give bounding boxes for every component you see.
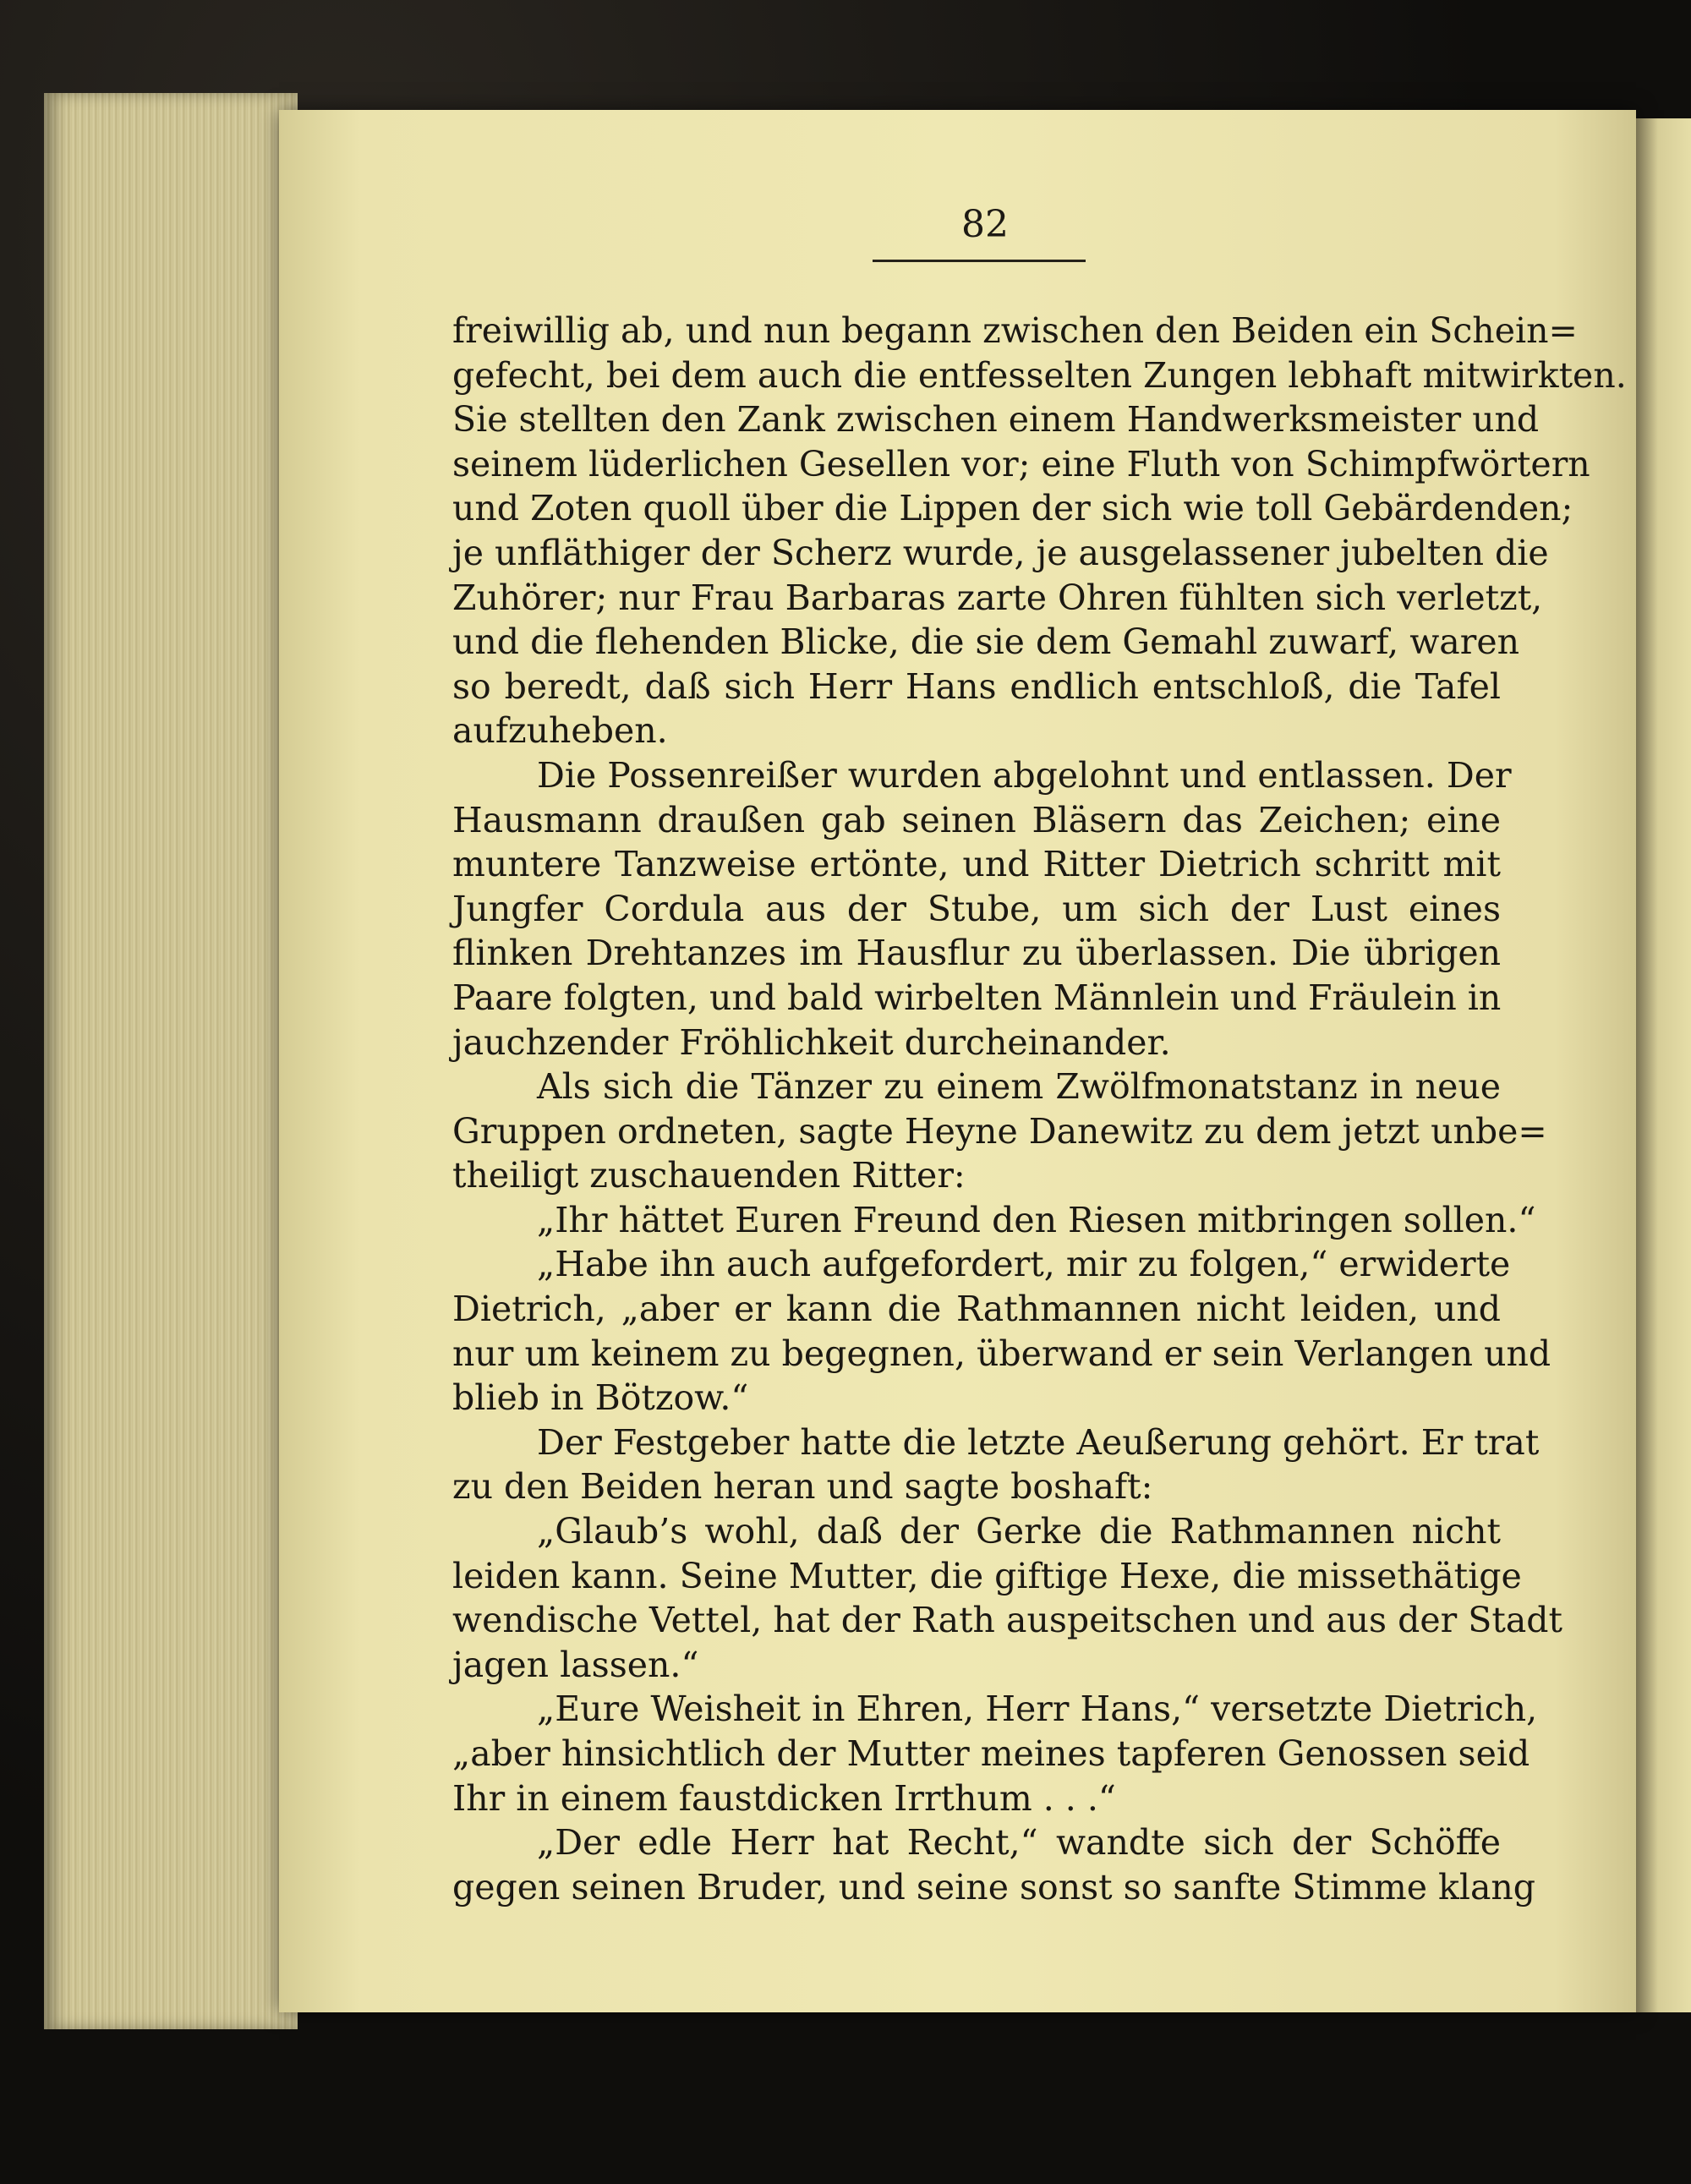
text-line: theiligt zuschauenden Ritter: xyxy=(452,1155,966,1196)
page-number: 82 xyxy=(961,203,1009,246)
text-line: nur um keinem zu begegnen, überwand er sein Verlangen und xyxy=(452,1333,1551,1374)
text-line: Hausmann draußen gab seinen Bläsern das Zeichen; eine xyxy=(452,799,1501,840)
text-line: Die Possenreißer wurden abgelohnt und entlassen. Der xyxy=(537,754,1512,796)
text-line: gegen seinen Bruder, und seine sonst so sanfte Stimme klang xyxy=(452,1866,1536,1908)
text-line: zu den Beiden heran und sagte boshaft: xyxy=(452,1466,1153,1508)
text-line: flinken Drehtanzes im Hausflur zu überlassen. Die übrigen xyxy=(452,933,1501,974)
text-line: Paare folgten, und bald wirbelten Männlein und Fräulein in xyxy=(452,977,1502,1018)
text-line: jauchzender Fröhlichkeit durcheinander. xyxy=(452,1021,1171,1063)
facing-page-edge xyxy=(1636,118,1691,2012)
text-line: „Ihr hättet Euren Freund den Riesen mitbringen sollen.“ xyxy=(537,1199,1536,1240)
text-line: Sie stellten den Zank zwischen einem Handwerksmeister und xyxy=(452,399,1540,441)
text-line: je unfläthiger der Scherz wurde, je ausgelassener jubelten die xyxy=(452,532,1549,573)
text-line: blieb in Bötzow.“ xyxy=(452,1377,749,1419)
text-line: gefecht, bei dem auch die entfesselten Zungen lebhaft mitwirkten. xyxy=(452,354,1627,396)
text-line: freiwillig ab, und nun begann zwischen den Beiden ein Schein= xyxy=(452,310,1578,351)
text-line: und die flehenden Blicke, die sie dem Gemahl zuwarf, waren xyxy=(452,621,1520,663)
text-line: Ihr in einem faustdicken Irrthum . . .“ xyxy=(452,1777,1116,1819)
text-line: „Glaub’s wohl, daß der Gerke die Rathmannen nicht xyxy=(537,1511,1501,1552)
text-line: Der Festgeber hatte die letzte Aeußerung gehört. Er trat xyxy=(537,1421,1540,1463)
text-line: „aber hinsichtlich der Mutter meines tapferen Genossen seid xyxy=(452,1733,1530,1774)
text-line: so beredt, daß sich Herr Hans endlich entschloß, die Tafel xyxy=(452,665,1501,707)
text-line: jagen lassen.“ xyxy=(452,1644,699,1685)
text-line: „Eure Weisheit in Ehren, Herr Hans,“ versetzte Dietrich, xyxy=(537,1689,1538,1730)
text-line: Als sich die Tänzer zu einem Zwölfmonatstanz in neue xyxy=(537,1066,1501,1108)
text-line: aufzuheben. xyxy=(452,710,668,752)
header-rule xyxy=(873,260,1086,262)
body-text xyxy=(452,309,1627,1909)
text-line: muntere Tanzweise ertönte, und Ritter Dietrich schritt mit xyxy=(452,844,1501,885)
text-line: seinem lüderlichen Gesellen vor; eine Fluth von Schimpfwörtern xyxy=(452,443,1590,484)
text-line: leiden kann. Seine Mutter, die giftige Hexe, die missethätige xyxy=(452,1555,1522,1596)
text-line: „Der edle Herr hat Recht,“ wandte sich der Schöffe xyxy=(537,1822,1501,1864)
text-line: „Habe ihn auch aufgefordert, mir zu folgen,“ erwiderte xyxy=(537,1244,1511,1285)
text-line: Gruppen ordneten, sagte Heyne Danewitz zu dem jetzt unbe= xyxy=(452,1110,1547,1152)
text-line: Jungfer Cordula aus der Stube, um sich der Lust eines xyxy=(452,888,1501,929)
text-line: Dietrich, „aber er kann die Rathmannen nicht leiden, und xyxy=(452,1289,1501,1330)
book-page-edges xyxy=(44,93,298,2029)
text-line: wendische Vettel, hat der Rath auspeitschen und aus der Stadt xyxy=(452,1600,1562,1641)
text-line: Zuhörer; nur Frau Barbaras zarte Ohren fühlten sich verletzt, xyxy=(452,577,1543,618)
text-line: und Zoten quoll über die Lippen der sich wie toll Gebärdenden; xyxy=(452,488,1573,529)
